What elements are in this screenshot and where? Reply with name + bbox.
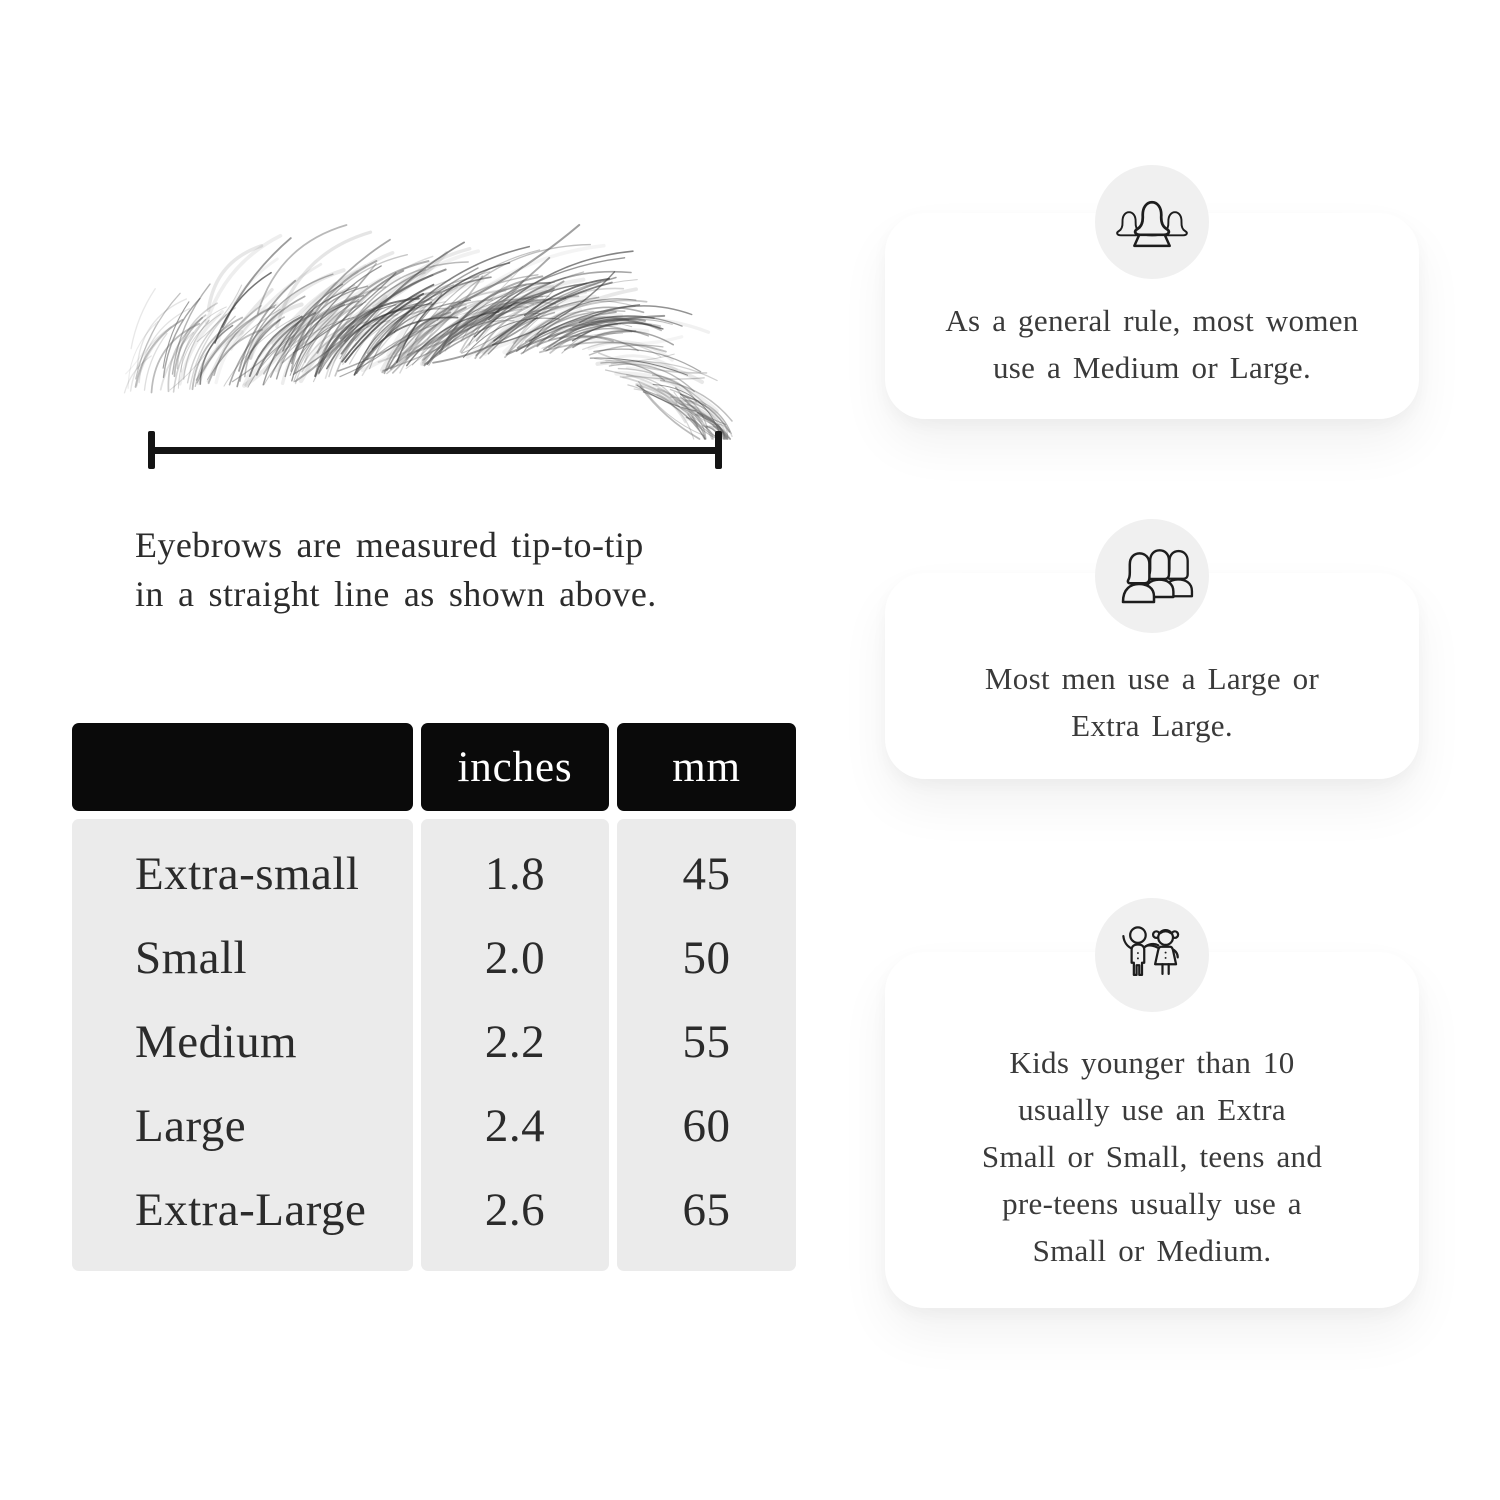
table-cell-mm: 60	[682, 1100, 731, 1152]
table-cell-inches: 2.6	[484, 1184, 546, 1236]
card-text-line: Small or Small, teens and	[981, 1139, 1323, 1174]
measurement-line	[148, 431, 722, 469]
kids-icon	[1113, 922, 1191, 988]
card-kids-text	[913, 1039, 1391, 1274]
measurement-line-right-tick	[715, 431, 722, 469]
table-header-size	[72, 723, 413, 811]
card-text-line: Extra Large.	[1071, 708, 1233, 743]
measure-caption	[135, 521, 775, 619]
table-cell-size-label: Extra-small	[135, 848, 360, 900]
table-cell-size-label: Extra-Large	[135, 1184, 367, 1236]
table-cell-inches: 1.8	[484, 848, 546, 900]
card-text-line: Most men use a Large or	[984, 661, 1320, 696]
table-cell-size-label: Medium	[135, 1016, 298, 1068]
men-group-icon	[1108, 545, 1196, 607]
card-text-line: As a general rule, most women	[945, 303, 1359, 338]
table-column-mm	[617, 819, 796, 1271]
kids-icon-circle	[1095, 898, 1209, 1012]
card-text-line: Small or Medium.	[1032, 1233, 1272, 1268]
size-table-header	[72, 723, 796, 811]
table-cell-inches: 2.0	[484, 932, 546, 984]
card-text-line: pre-teens usually use a	[1002, 1186, 1302, 1221]
table-cell-mm: 45	[682, 848, 731, 900]
measure-caption-line: in a straight line as shown above.	[135, 574, 657, 614]
table-cell-inches: 2.2	[484, 1016, 546, 1068]
card-text-line: usually use an Extra	[1018, 1092, 1286, 1127]
size-table-body	[72, 819, 796, 1271]
card-women-text	[913, 297, 1391, 391]
measurement-line-bar	[148, 447, 722, 454]
size-table	[72, 723, 796, 1271]
card-men-text	[913, 655, 1391, 749]
women-icon-circle	[1095, 165, 1209, 279]
eyebrow-illustration	[100, 215, 730, 445]
card-text-line: Kids younger than 10	[1009, 1045, 1295, 1080]
men-icon-circle	[1095, 519, 1209, 633]
table-cell-mm: 50	[682, 932, 731, 984]
card-text-line: use a Medium or Large.	[992, 350, 1312, 385]
table-column-sizes	[72, 819, 413, 1271]
table-cell-size-label: Large	[135, 1100, 247, 1152]
women-group-icon	[1109, 190, 1195, 254]
table-cell-inches: 2.4	[484, 1100, 546, 1152]
table-header-inches: inches	[421, 723, 609, 811]
table-header-mm: mm	[617, 723, 796, 811]
table-column-inches	[421, 819, 609, 1271]
measure-caption-line: Eyebrows are measured tip-to-tip	[135, 525, 644, 565]
table-cell-size-label: Small	[135, 932, 248, 984]
table-cell-mm: 65	[682, 1184, 731, 1236]
table-cell-mm: 55	[682, 1016, 731, 1068]
